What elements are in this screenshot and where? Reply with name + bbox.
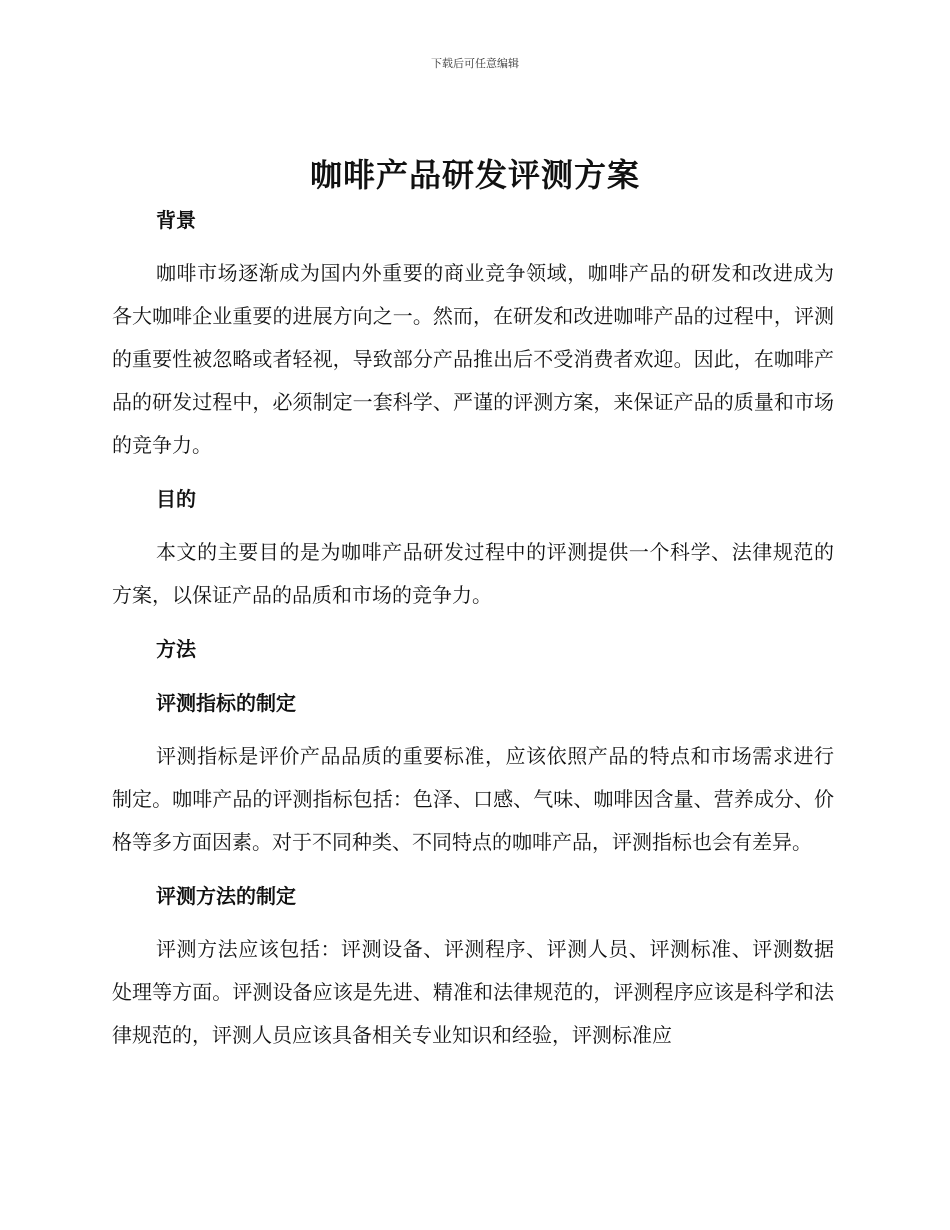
paragraph-purpose: 本文的主要目的是为咖啡产品研发过程中的评测提供一个科学、法律规范的方案，以保证产品的品质和市场的竞争力。 [112, 540, 834, 607]
section-heading-indicators: 评测指标的制定 [156, 691, 296, 715]
section-heading-purpose: 目的 [156, 487, 196, 511]
page-header-note: 下载后可任意编辑 [431, 57, 519, 70]
paragraph-methods: 评测方法应该包括：评测设备、评测程序、评测人员、评测标准、评测数据处理等方面。评测设备应该是先进、精准和法律规范的，评测程序应该是科学和法律规范的，评测人员应该具备相关专业知识和经验，评测标准应 [112, 937, 834, 1047]
section-heading-method: 方法 [156, 637, 196, 661]
section-heading-background: 背景 [156, 208, 196, 232]
paragraph-indicators: 评测指标是评价产品品质的重要标准，应该依照产品的特点和市场需求进行制定。咖啡产品的评测指标包括：色泽、口感、气味、咖啡因含量、营养成分、价格等多方面因素。对于不同种类、不同特点的咖啡产品，评测指标也会有差异。 [112, 744, 834, 854]
paragraph-background: 咖啡市场逐渐成为国内外重要的商业竞争领域，咖啡产品的研发和改进成为各大咖啡企业重要的进展方向之一。然而，在研发和改进咖啡产品的过程中，评测的重要性被忽略或者轻视，导致部分产品推出后不受消费者欢迎。因此，在咖啡产品的研发过程中，必须制定一套科学、严谨的评测方案，来保证产品的质量和市场的竞争力。 [112, 261, 834, 457]
document-body [112, 198, 834, 1057]
document-title: 咖啡产品研发评测方案 [309, 156, 640, 194]
section-heading-methods: 评测方法的制定 [156, 884, 296, 908]
